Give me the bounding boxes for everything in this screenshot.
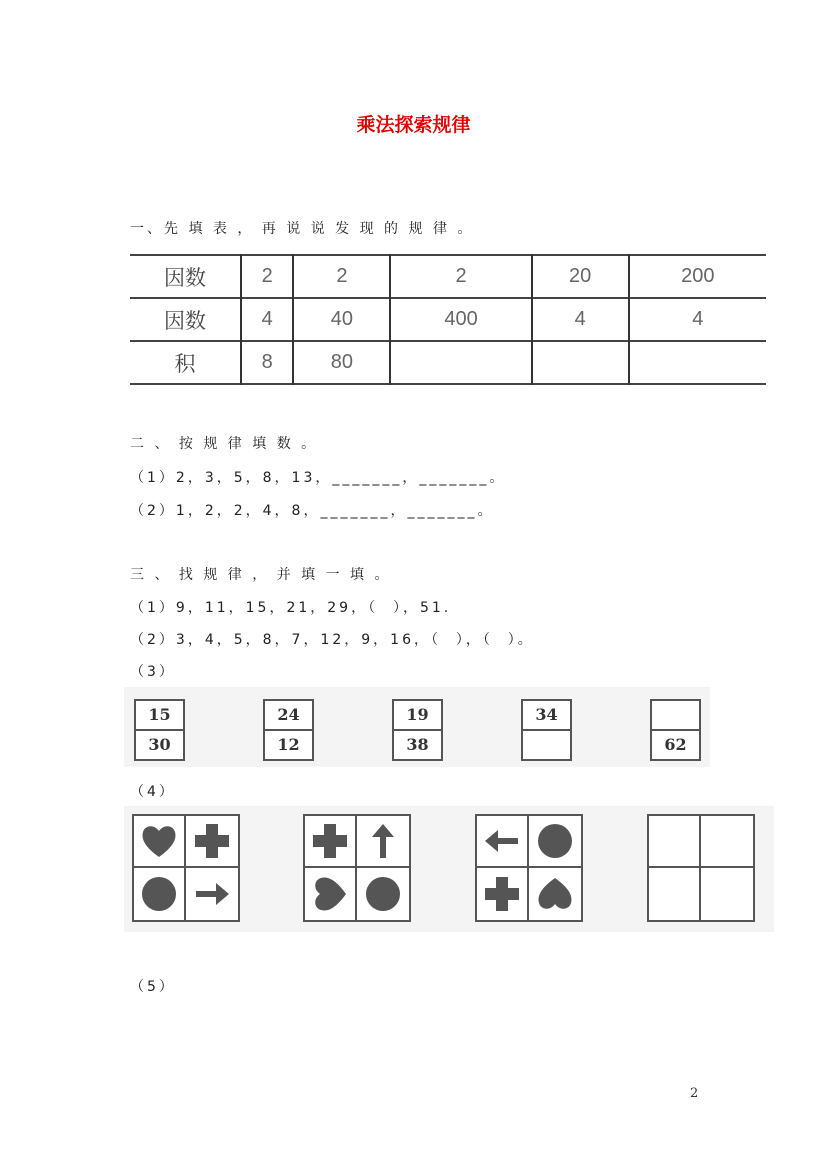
table-cell: 2: [390, 255, 531, 298]
table-cell: 8: [241, 341, 293, 384]
number-pair-box: [134, 699, 185, 761]
grid-cell: [357, 816, 409, 868]
shape-grid: [475, 814, 583, 922]
table-cell: 20: [532, 255, 629, 298]
plus-icon: [482, 874, 522, 914]
circle-icon: [363, 874, 403, 914]
table-cell: 200: [629, 255, 766, 298]
table-cell: 4: [532, 298, 629, 341]
answer-shape-grid[interactable]: [647, 814, 755, 922]
table-cell: 80: [293, 341, 390, 384]
page-number: 2: [690, 1086, 699, 1101]
grid-cell: [186, 868, 238, 920]
table-row: [130, 341, 766, 384]
table-cell: 2: [293, 255, 390, 298]
page-title: 乘法探索规律: [356, 114, 471, 136]
grid-cell: [134, 868, 186, 920]
table-cell: 因数: [164, 265, 206, 290]
factor-product-table: [130, 254, 766, 385]
grid-cell: [529, 816, 581, 868]
shape-grid: [132, 814, 240, 922]
section2-question-2: （2）1，2，2，4，8，_______，_______。: [130, 503, 495, 519]
number-pair-box: [521, 699, 572, 761]
grid-cell: [134, 816, 186, 868]
arrow-left-icon: [482, 821, 522, 861]
table-row: [130, 255, 766, 298]
section2-question-1: （1）2，3，5，8，13，_______，_______。: [130, 470, 507, 486]
circle-icon: [139, 874, 179, 914]
grid-cell: [357, 868, 409, 920]
grid-cell-blank[interactable]: [701, 868, 753, 920]
grid-cell-blank[interactable]: [701, 816, 753, 868]
section3-question-5-label: （5）: [130, 979, 176, 995]
number-pair-box: [392, 699, 443, 761]
section1-heading: 一、先 填 表 ， 再 说 说 发 现 的 规 律 。: [130, 221, 475, 237]
grid-cell: [305, 816, 357, 868]
grid-cell-blank[interactable]: [649, 868, 701, 920]
table-cell: 2: [241, 255, 293, 298]
number-pair-box: [650, 699, 701, 761]
pair-top-number: 15: [136, 701, 183, 731]
heart-up-icon: [535, 874, 575, 914]
table-row: [130, 298, 766, 341]
plus-icon: [192, 821, 232, 861]
section3-question-1: （1）9，11，15，21，29，（ ），51.: [130, 600, 452, 616]
section3-question-3-label: （3）: [130, 664, 176, 680]
answer-blank-cell[interactable]: [390, 341, 531, 384]
table-cell: 积: [174, 351, 196, 376]
pair-top-number: 34: [523, 701, 570, 731]
table-cell: 因数: [164, 308, 206, 333]
pair-answer-blank[interactable]: [523, 731, 570, 759]
shape-grid: [303, 814, 411, 922]
number-pair-figure: [124, 687, 710, 767]
heart-right-icon: [310, 874, 350, 914]
table-cell: 4: [629, 298, 766, 341]
section2-heading: 二 、 按 规 律 填 数 。: [130, 436, 319, 452]
section3-question-2: （2）3，4，5，8，7，12，9，16，（ ），（ ）。: [130, 632, 535, 648]
grid-cell-blank[interactable]: [649, 816, 701, 868]
arrow-right-icon: [192, 874, 232, 914]
pair-top-number: 19: [394, 701, 441, 731]
grid-cell: [477, 868, 529, 920]
plus-icon: [310, 821, 350, 861]
table-cell: 40: [293, 298, 390, 341]
pair-bottom-number: 12: [277, 735, 300, 754]
grid-cell: [477, 816, 529, 868]
grid-cell: [529, 868, 581, 920]
section3-question-4-label: （4）: [130, 784, 176, 800]
shape-pattern-figure: [124, 806, 774, 932]
pair-answer-blank[interactable]: [652, 701, 699, 731]
answer-blank-cell[interactable]: [532, 341, 629, 384]
pair-bottom-number: 30: [148, 735, 171, 754]
arrow-up-icon: [363, 821, 403, 861]
table-cell: 4: [241, 298, 293, 341]
number-pair-box: [263, 699, 314, 761]
pair-top-number: 24: [265, 701, 312, 731]
heart-icon: [139, 821, 179, 861]
pair-bottom-number: 38: [406, 735, 429, 754]
answer-blank-cell[interactable]: [629, 341, 766, 384]
pair-bottom-number: 62: [664, 735, 687, 754]
grid-cell: [305, 868, 357, 920]
table-cell: 400: [390, 298, 531, 341]
circle-icon: [535, 821, 575, 861]
grid-cell: [186, 816, 238, 868]
section3-heading: 三 、 找 规 律 ， 并 填 一 填 。: [130, 567, 392, 583]
